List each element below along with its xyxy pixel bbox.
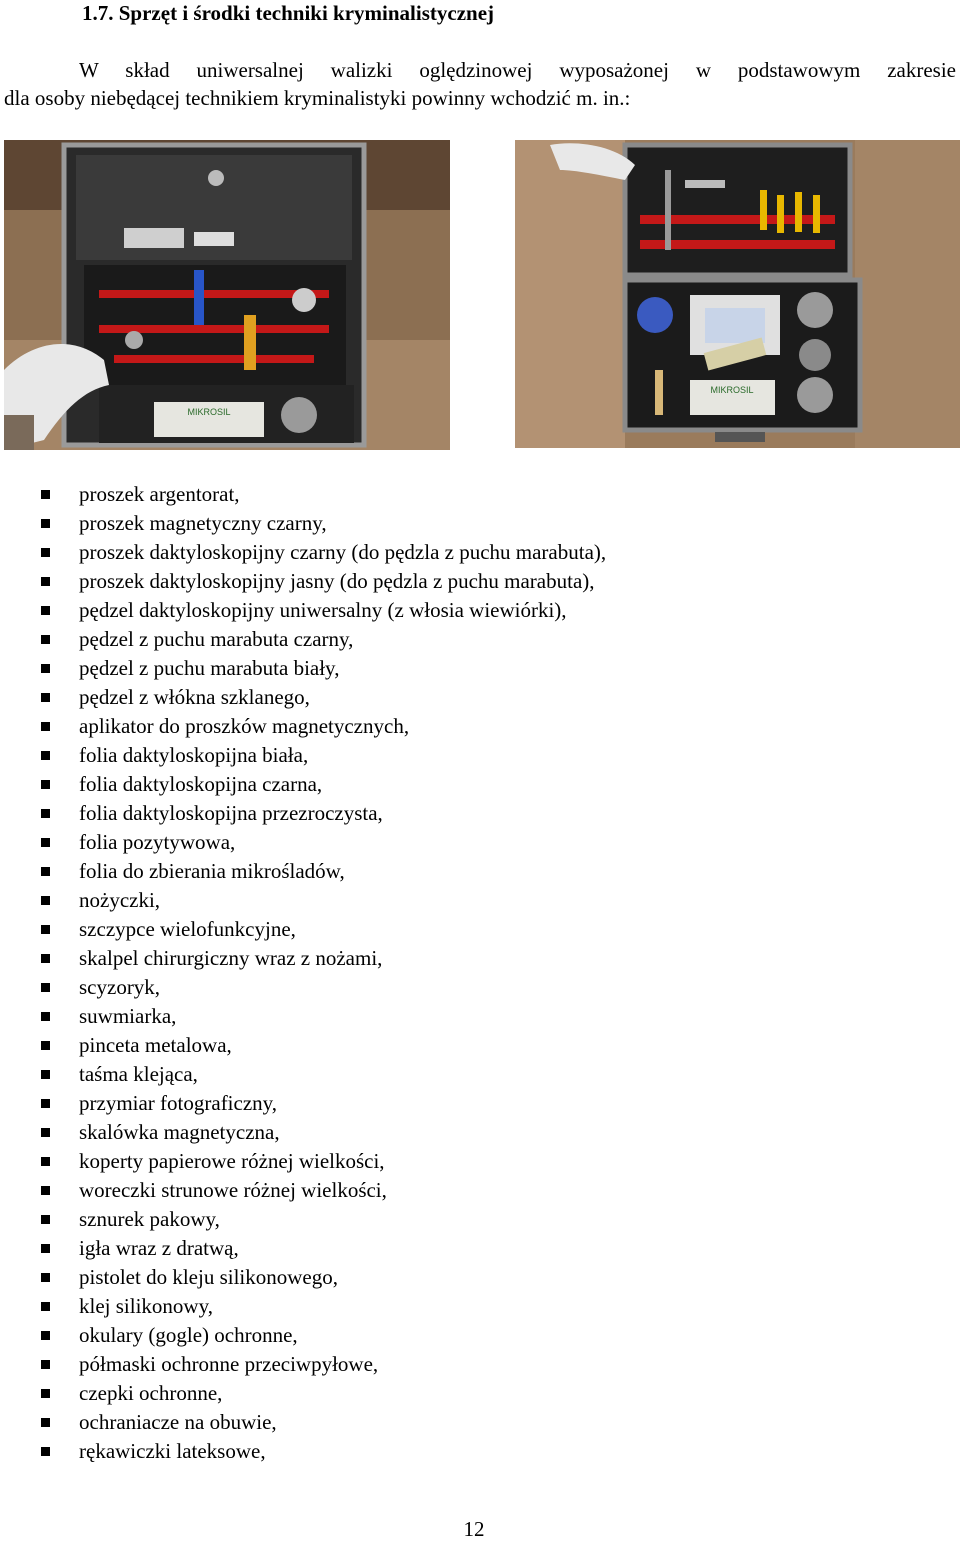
equipment-list xyxy=(0,480,606,1466)
list-item: pinceta metalowa, xyxy=(0,1031,606,1060)
square-bullet-icon xyxy=(41,1418,50,1427)
list-item: suwmiarka, xyxy=(0,1002,606,1031)
square-bullet-icon xyxy=(41,867,50,876)
intro-line-1: W skład uniwersalnej walizki oględzinowej wyposażonej w podstawowym zakresie xyxy=(79,58,956,82)
list-item: skalpel chirurgiczny wraz z nożami, xyxy=(0,944,606,973)
square-bullet-icon xyxy=(41,1447,50,1456)
square-bullet-icon xyxy=(41,838,50,847)
square-bullet-icon xyxy=(41,1186,50,1195)
photo-case-left xyxy=(4,140,450,450)
list-item: folia pozytywowa, xyxy=(0,828,606,857)
list-item: pędzel daktyloskopijny uniwersalny (z włosia wiewiórki), xyxy=(0,596,606,625)
list-item: półmaski ochronne przeciwpyłowe, xyxy=(0,1350,606,1379)
square-bullet-icon xyxy=(41,1128,50,1137)
square-bullet-icon xyxy=(41,896,50,905)
square-bullet-icon xyxy=(41,635,50,644)
section-heading: 1.7. Sprzęt i środki techniki kryminalistycznej xyxy=(82,1,495,25)
square-bullet-icon xyxy=(41,519,50,528)
square-bullet-icon xyxy=(41,1331,50,1340)
square-bullet-icon xyxy=(41,1099,50,1108)
list-item: szczypce wielofunkcyjne, xyxy=(0,915,606,944)
list-item: klej silikonowy, xyxy=(0,1292,606,1321)
list-item: ochraniacze na obuwie, xyxy=(0,1408,606,1437)
list-item: skalówka magnetyczna, xyxy=(0,1118,606,1147)
square-bullet-icon xyxy=(41,1244,50,1253)
page-number: 12 xyxy=(463,1517,485,1541)
list-item: czepki ochronne, xyxy=(0,1379,606,1408)
list-item: scyzoryk, xyxy=(0,973,606,1002)
square-bullet-icon xyxy=(41,1070,50,1079)
list-item: folia daktyloskopijna biała, xyxy=(0,741,606,770)
square-bullet-icon xyxy=(41,954,50,963)
square-bullet-icon xyxy=(41,983,50,992)
list-item: sznurek pakowy, xyxy=(0,1205,606,1234)
intro-paragraph xyxy=(4,56,956,112)
square-bullet-icon xyxy=(41,1215,50,1224)
photo-case-right xyxy=(515,140,960,448)
list-item: pędzel z włókna szklanego, xyxy=(0,683,606,712)
list-item: igła wraz z dratwą, xyxy=(0,1234,606,1263)
square-bullet-icon xyxy=(41,780,50,789)
square-bullet-icon xyxy=(41,1012,50,1021)
square-bullet-icon xyxy=(41,1302,50,1311)
list-item: proszek magnetyczny czarny, xyxy=(0,509,606,538)
list-item: folia daktyloskopijna przezroczysta, xyxy=(0,799,606,828)
list-item: pędzel z puchu marabuta biały, xyxy=(0,654,606,683)
list-item: proszek argentorat, xyxy=(0,480,606,509)
square-bullet-icon xyxy=(41,751,50,760)
square-bullet-icon xyxy=(41,693,50,702)
label-mikrosil-right: MIKROSIL xyxy=(710,385,754,395)
square-bullet-icon xyxy=(41,1041,50,1050)
square-bullet-icon xyxy=(41,722,50,731)
list-item: aplikator do proszków magnetycznych, xyxy=(0,712,606,741)
list-item: folia do zbierania mikrośladów, xyxy=(0,857,606,886)
list-item: pędzel z puchu marabuta czarny, xyxy=(0,625,606,654)
list-item: okulary (gogle) ochronne, xyxy=(0,1321,606,1350)
list-item: pistolet do kleju silikonowego, xyxy=(0,1263,606,1292)
list-item: przymiar fotograficzny, xyxy=(0,1089,606,1118)
square-bullet-icon xyxy=(41,548,50,557)
case-left-illustration xyxy=(4,140,450,450)
list-item: proszek daktyloskopijny czarny (do pędzla z puchu marabuta), xyxy=(0,538,606,567)
list-item: proszek daktyloskopijny jasny (do pędzla z puchu marabuta), xyxy=(0,567,606,596)
list-item: koperty papierowe różnej wielkości, xyxy=(0,1147,606,1176)
square-bullet-icon xyxy=(41,1157,50,1166)
intro-line-2: dla osoby niebędącej technikiem kryminalistyki powinny wchodzić m. in.: xyxy=(4,86,631,110)
case-right-illustration xyxy=(515,140,960,448)
square-bullet-icon xyxy=(41,606,50,615)
list-item: rękawiczki lateksowe, xyxy=(0,1437,606,1466)
square-bullet-icon xyxy=(41,1273,50,1282)
square-bullet-icon xyxy=(41,1360,50,1369)
list-item: folia daktyloskopijna czarna, xyxy=(0,770,606,799)
square-bullet-icon xyxy=(41,1389,50,1398)
label-mikrosil-left: MIKROSIL xyxy=(187,407,231,417)
square-bullet-icon xyxy=(41,664,50,673)
list-item: nożyczki, xyxy=(0,886,606,915)
list-item: woreczki strunowe różnej wielkości, xyxy=(0,1176,606,1205)
square-bullet-icon xyxy=(41,809,50,818)
square-bullet-icon xyxy=(41,577,50,586)
square-bullet-icon xyxy=(41,925,50,934)
list-item: taśma klejąca, xyxy=(0,1060,606,1089)
square-bullet-icon xyxy=(41,490,50,499)
